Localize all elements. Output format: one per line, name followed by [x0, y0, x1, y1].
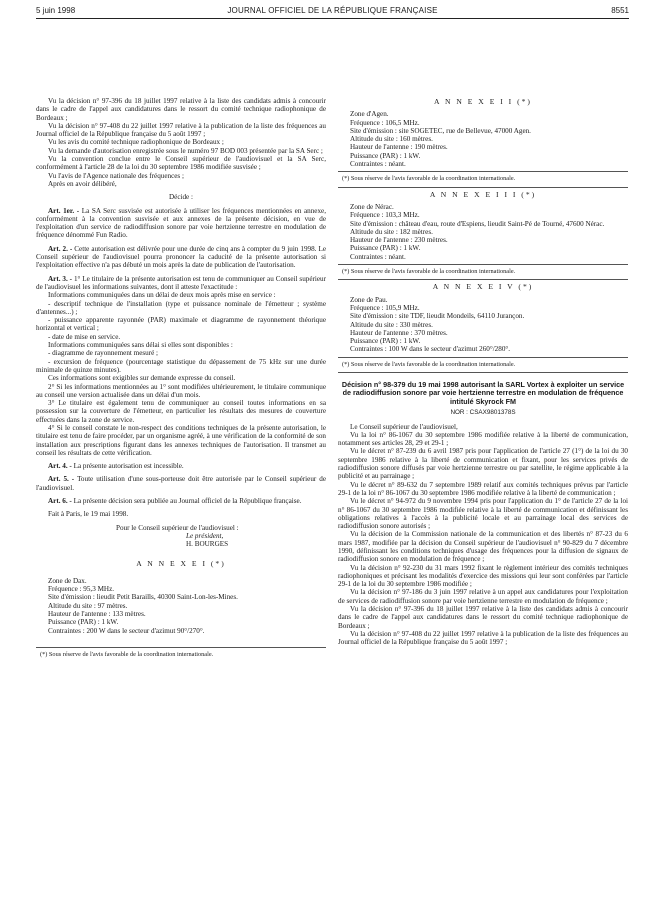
paragraph: 2° Si les informations mentionnées au 1° sont modifiées ultérieurement, le titulaire communique au conseil une version actualisée dans un délai d'un mois.	[36, 382, 326, 399]
article-6	[36, 497, 326, 505]
decision-paragraph: Vu le décret n° 89-632 du 7 septembre 1989 relatif aux comités techniques prévus par l'article 29-1 de la loi n° 86-1067 du 30 septembre 1986 modifiée relative à la liberté de communication ;	[338, 480, 628, 497]
article-text: 1° Le titulaire de la présente autorisation est tenu de communiquer au Conseil supérieur de l'audiovisuel les informations suivantes, dont il atteste l'exactitude :	[36, 274, 326, 291]
footnote: (*) Sous réserve de l'avis favorable de la coordination internationale.	[342, 175, 516, 183]
article-label: Art. 2. -	[48, 244, 73, 253]
note-separator	[338, 279, 628, 280]
article-2	[36, 245, 326, 270]
annexe-line: Site d'émission : site SOGETEC, rue de Bellevue, 47000 Agen.	[350, 126, 531, 135]
article-3	[36, 275, 326, 292]
annexe-line: Zone d'Agen.	[350, 110, 389, 119]
info-item: - date de mise en service.	[48, 332, 121, 341]
annexe-line: Fréquence : 95,3 MHz.	[48, 585, 115, 594]
annexe-1-title: A N N E X E I (*)	[136, 558, 226, 568]
visa: Vu la demande d'autorisation enregistrée sous le numéro 97 BOD 003 présentée par la SA Serc ;	[48, 146, 323, 155]
note-separator	[338, 357, 628, 358]
annexe-line: Puissance (PAR) : 1 kW.	[350, 337, 421, 346]
decision-paragraph: Vu le décret n° 87-239 du 6 avril 1987 pris pour l'application de l'article 27 (1°) de la loi du 30 septembre 1986 relative à la liberté de communication et fixant, pour les services privés de radiodiffusion sonore diffusés par voie hertzienne terrestre ou par satellite, le régime applicable à la publicité et au parrainage ;	[338, 447, 628, 481]
annexe-line: Zone de Dax.	[48, 576, 87, 585]
paragraph: 4° Si le conseil constate le non-respect des conditions techniques de la présente autorisation, le titulaire est tenu de faire procéder, par un organisme agréé, à une vérification de la conformité de son installation aux prescriptions figurant dans les annexes techniques de l'autorisation. Il transmet au conseil les résultats de cette vérification.	[36, 423, 326, 457]
visa: Après en avoir délibéré,	[48, 179, 117, 188]
annexe-line: Hauteur de l'antenne : 133 mètres.	[48, 610, 146, 619]
annexe-line: Fréquence : 106,5 MHz.	[350, 118, 420, 127]
article-label: Art. 5. -	[48, 475, 75, 484]
annexe-3-title: A N N E X E I I I (*)	[429, 189, 537, 199]
article-label: Art. 4. -	[48, 462, 72, 471]
footnote: (*) Sous réserve de l'avis favorable de la coordination internationale.	[342, 268, 516, 276]
article-label: Art. 1er. -	[48, 206, 80, 215]
annexe-2-title: A N N E X E I I (*)	[434, 97, 532, 106]
signature-title: Le président,	[186, 531, 224, 540]
annexe-line: Puissance (PAR) : 1 kW.	[350, 244, 421, 253]
annexe-line: Contraintes : néant.	[350, 252, 406, 261]
header-title: JOURNAL OFFICIEL DE LA RÉPUBLIQUE FRANÇAISE	[227, 6, 438, 15]
annexe-line: Puissance (PAR) : 1 kW.	[350, 151, 421, 160]
visa: Vu les avis du comité technique radiophonique de Bordeaux ;	[48, 138, 224, 147]
annexe-line: Hauteur de l'antenne : 190 mètres.	[350, 143, 448, 152]
page-header	[36, 4, 629, 18]
decide-heading: Décide :	[169, 193, 193, 202]
article-text: La présente décision sera publiée au Journal officiel de la République française.	[73, 497, 302, 506]
paragraph: Ces informations sont exigibles sur demande expresse du conseil.	[48, 374, 236, 383]
signature-name: H. BOURGES	[186, 540, 229, 549]
info-item: - diagramme de rayonnement mesuré ;	[48, 349, 159, 358]
annexe-4-title: A N N E X E I V (*)	[432, 282, 534, 292]
annexe-line: Hauteur de l'antenne : 230 mètres.	[350, 236, 448, 245]
annexe-line: Altitude du site : 330 mètres.	[350, 320, 433, 329]
left-column	[36, 97, 326, 659]
article-text: La SA Serc susvisée est autorisée à utiliser les fréquences mentionnées en annexe, conformément à la convention susvisée et aux annexes de la présente décision, en vue de l'exploitation d'un service de radiodiffusion sonore par voie hertzienne terrestre en modulation de fréquence dénommé Fun Radio.	[36, 206, 327, 240]
note-separator	[338, 372, 628, 373]
article-text: La présente autorisation est incessible.	[73, 462, 184, 471]
annexe-line: Site d'émission : site TDF, lieudit Mondeils, 64110 Jurançon.	[350, 312, 525, 321]
annexe-line: Hauteur de l'antenne : 370 mètres.	[350, 328, 448, 337]
note-separator	[338, 187, 628, 188]
article-4	[36, 462, 326, 470]
footnote: (*) Sous réserve de l'avis favorable de la coordination internationale.	[342, 360, 516, 368]
note-separator	[338, 171, 628, 172]
decision-title: Décision n° 98-379 du 19 mai 1998 autorisant la SARL Vortex à exploiter un service de radiodiffusion sonore par voie hertzienne terrestre en modulation de fréquence intitulé Skyrock FM	[341, 380, 625, 406]
annexe-line: Contraintes : 200 W dans le secteur d'azimut 90°/270°.	[48, 626, 205, 635]
info-item: - puissance apparente rayonnée (PAR) maximale et diagramme de rayonnement théorique horizontal et vertical ;	[36, 316, 326, 333]
annexe-line: Zone de Nérac.	[350, 202, 394, 211]
annexe-line: Altitude du site : 160 mètres.	[350, 135, 433, 144]
note-separator	[338, 264, 628, 265]
fait-a-paris: Fait à Paris, le 19 mai 1998.	[48, 510, 129, 519]
decision-paragraph: Vu la décision n° 97-186 du 3 juin 1997 relative à un appel aux candidatures pour l'exploitation de services de radiodiffusion sonore par voie hertzienne terrestre en modulation de fréquence ;	[338, 588, 628, 605]
note-separator	[36, 647, 326, 648]
decision-paragraph: Vu la décision n° 97-408 du 22 juillet 1997 relative à la publication de la liste des fréquences au Journal officiel de la République française du 5 août 1997 ;	[338, 629, 628, 647]
annexe-line: Site d'émission : lieudit Petit Baraills, 40300 Saint-Lon-les-Mines.	[48, 593, 238, 602]
header-date: 5 juin 1998	[36, 6, 76, 15]
header-page-number: 8551	[611, 6, 629, 15]
annexe-line: Contraintes : néant.	[350, 160, 406, 169]
right-column	[338, 96, 628, 647]
annexe-line: Fréquence : 105,9 MHz.	[350, 303, 420, 312]
article-label: Art. 3. -	[48, 274, 73, 283]
footnote: (*) Sous réserve de l'avis favorable de la coordination internationale.	[40, 650, 214, 658]
info2-title: Informations communiquées sans délai si elles sont disponibles :	[48, 341, 233, 350]
visa: Vu la décision n° 97-408 du 22 juillet 1997 relative à la publication de la liste des fréquences au Journal officiel de la République française du 5 août 1997 ;	[36, 121, 326, 139]
nor-reference: NOR : CSAX9801378S	[450, 409, 516, 417]
article-text: Cette autorisation est délivrée pour une durée de cinq ans à compter du 9 juin 1998. Le Conseil supérieur de l'audiovisuel pourra prononcer la caducité de la présente autorisation si l'exploitation effective n'a pas débuté un mois après la date de publication de l'autorisation.	[36, 244, 326, 270]
visa: Vu la convention conclue entre le Conseil supérieur de l'audiovisuel et la SA Serc, conformément à l'article 28 de la loi du 30 septembre 1986 modifiée susvisée ;	[36, 155, 326, 172]
annexe-line: Fréquence : 103,3 MHz.	[350, 211, 420, 220]
annexe-line: Altitude du site : 182 mètres.	[350, 227, 433, 236]
decision-paragraph: Vu la décision de la Commission nationale de la communication et des libertés n° 87-23 du 6 mars 1987, modifiée par la décision du Conseil supérieur de l'audiovisuel n° 90-829 du 7 décembre 1990, définissant les conditions techniques d'usage des fréquences pour la diffusion de signaux de radiodiffusion sonore en modulation de fréquence ;	[338, 530, 628, 564]
decision-paragraph: Vu le décret n° 94-972 du 9 novembre 1994 pris pour l'application du 1° de l'article 27 de la loi n° 86-1067 du 30 septembre 1986 modifiée relative à la liberté de communication et définissant les obligations relatives à l'accès à la publicité locale et au parrainage local des services de radiodiffusion sonore autorisés ;	[338, 497, 628, 531]
decision-paragraph: Vu la décision n° 97-396 du 18 juillet 1997 relative à la liste des candidats admis à concourir dans le cadre de l'appel aux candidatures dans le ressort du comité technique radiophonique de Bordeaux ;	[338, 605, 628, 630]
info-title: Informations communiquées dans un délai de deux mois après mise en service :	[48, 291, 276, 300]
decision-paragraph: Vu la loi n° 86-1067 du 30 septembre 1986 modifiée relative à la liberté de communication, notamment ses articles 28, 29 et 29-1 ;	[338, 430, 628, 448]
annexe-line: Puissance (PAR) : 1 kW.	[48, 618, 119, 627]
info-item: - descriptif technique de l'installation (type et puissance nominale de l'émetteur ; système d'antennes...) ;	[36, 299, 326, 316]
annexe-line: Contraintes : 100 W dans le secteur d'azimut 260°/280°.	[350, 345, 511, 354]
signature-line: Pour le Conseil supérieur de l'audiovisuel :	[116, 523, 239, 532]
article-5	[36, 475, 326, 492]
info-item: - excursion de fréquence (pourcentage statistique du dépassement de 75 kHz sur une durée minimale de quinze minutes).	[36, 357, 326, 374]
decision-paragraph: Le Conseil supérieur de l'audiovisuel,	[350, 422, 458, 431]
visa: Vu la décision n° 97-396 du 18 juillet 1997 relative à la liste des candidats admis à concourir dans le cadre de l'appel aux candidatures dans le ressort du comité technique radiophonique de Bordeaux ;	[36, 97, 326, 122]
annexe-line: Zone de Pau.	[350, 295, 388, 304]
article-1	[36, 207, 326, 240]
decision-paragraph: Vu la décision n° 92-230 du 31 mars 1992 fixant le règlement intérieur des comités techniques radiophoniques et précisant les modalités d'exercice des missions qui leur sont conférées par l'article 29-1 de la loi du 30 septembre 1986 modifiée ;	[338, 563, 628, 589]
visa: Vu l'avis de l'Agence nationale des fréquences ;	[48, 171, 184, 180]
article-text: Toute utilisation d'une sous-porteuse doit être autorisée par le Conseil supérieur de l'audiovisuel.	[36, 475, 327, 492]
article-label: Art. 6. -	[48, 497, 72, 506]
annexe-line: Altitude du site : 97 mètres.	[48, 601, 128, 610]
paragraph: 3° Le titulaire est également tenu de communiquer au conseil toutes informations en sa possession sur la couverture de l'émetteur, en particulier les résultats des mesures de couverture effectuées dans la zone de service.	[36, 399, 326, 424]
header-rule	[36, 18, 629, 19]
annexe-line: Site d'émission : château d'eau, route d'Espiens, lieudit Saint-Pé de Tourné, 47600 Nérac.	[350, 219, 605, 228]
